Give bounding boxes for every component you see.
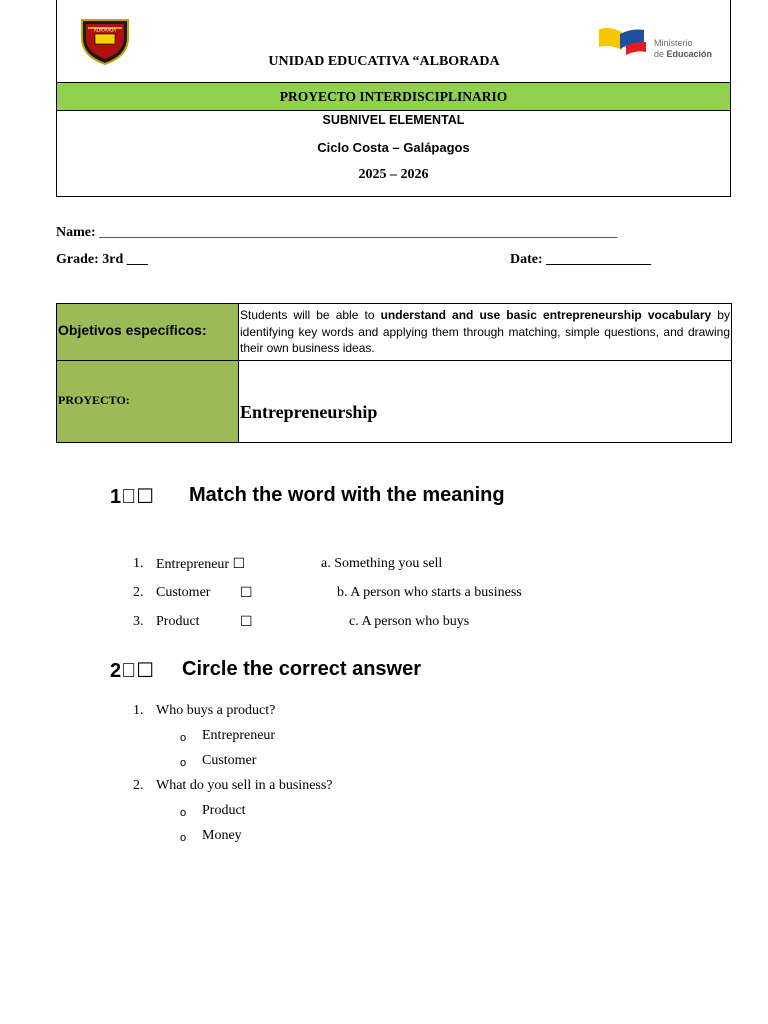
section2-title: Circle the correct answer [182, 658, 421, 680]
match-checkbox[interactable]: ☐ [240, 586, 253, 601]
table-divider [56, 360, 732, 361]
project-label: PROYECTO: [58, 393, 130, 407]
question-number: 1. [133, 703, 144, 718]
match-word-number: 3. [133, 614, 144, 629]
match-word[interactable]: Entrepreneur ☐ [156, 557, 246, 572]
question-text: Who buys a product? [156, 703, 276, 718]
option-bullet-icon: o [180, 732, 187, 744]
answer-option[interactable]: Money [202, 828, 242, 843]
cycle-label: Ciclo Costa – Galápagos [317, 140, 470, 155]
objectives-text-part: Students will be able to [240, 308, 381, 322]
project-band-title: PROYECTO INTERDISCIPLINARIO [279, 89, 508, 104]
school-name: UNIDAD EDUCATIVA “ALBORADA [268, 54, 500, 69]
option-bullet-icon: o [180, 757, 187, 769]
name-line[interactable]: __________________________________________________________________________ [99, 225, 618, 240]
question-number: 2. [133, 778, 144, 793]
match-word-number: 2. [133, 585, 144, 600]
answer-option[interactable]: Customer [202, 753, 257, 768]
date-line[interactable]: _______________ [546, 252, 652, 267]
ministry-line2-prefix: de [654, 49, 667, 59]
crest-text: ALBORADA [94, 27, 116, 33]
answer-option[interactable]: Entrepreneur [202, 728, 276, 743]
date-label: Date: [510, 252, 547, 267]
sublevel-label: SUBNIVEL ELEMENTAL [322, 113, 465, 127]
match-meaning: a. Something you sell [321, 556, 443, 571]
objectives-text-part: by identifying key words and applying them through matching, simple questions, and drawing their own business ideas. [240, 308, 730, 355]
match-word: Product [156, 614, 200, 629]
question-text: What do you sell in a business? [156, 778, 333, 793]
answer-option[interactable]: Product [202, 803, 246, 818]
objectives-text [240, 307, 730, 357]
match-meaning: c. A person who buys [349, 614, 470, 629]
section1-number: 1⃣☐ [110, 486, 155, 508]
header-divider [56, 110, 731, 111]
section1-title: Match the word with the meaning [189, 484, 505, 506]
grade-field[interactable]: Grade: 3rd ___ [56, 252, 148, 267]
ministry-line2-bold: Educación [666, 49, 713, 59]
date-field[interactable] [510, 252, 651, 268]
option-bullet-icon: o [180, 807, 187, 819]
match-checkbox[interactable]: ☐ [240, 615, 253, 630]
table-divider [238, 303, 239, 443]
project-value: Entrepreneurship [240, 402, 378, 422]
name-field[interactable] [56, 225, 617, 241]
match-word-number: 1. [133, 556, 144, 571]
objectives-label: Objetivos específicos: [58, 322, 207, 338]
ministry-line1: Ministerio [654, 38, 693, 48]
match-word: Customer [156, 585, 211, 600]
match-meaning: b. A person who starts a business [337, 585, 522, 600]
objectives-text-bold: understand and use basic entrepreneurship vocabulary [380, 308, 712, 322]
name-label: Name: [56, 225, 100, 240]
option-bullet-icon: o [180, 832, 187, 844]
section2-number: 2⃣☐ [110, 660, 155, 682]
years-label: 2025 – 2026 [358, 167, 429, 182]
